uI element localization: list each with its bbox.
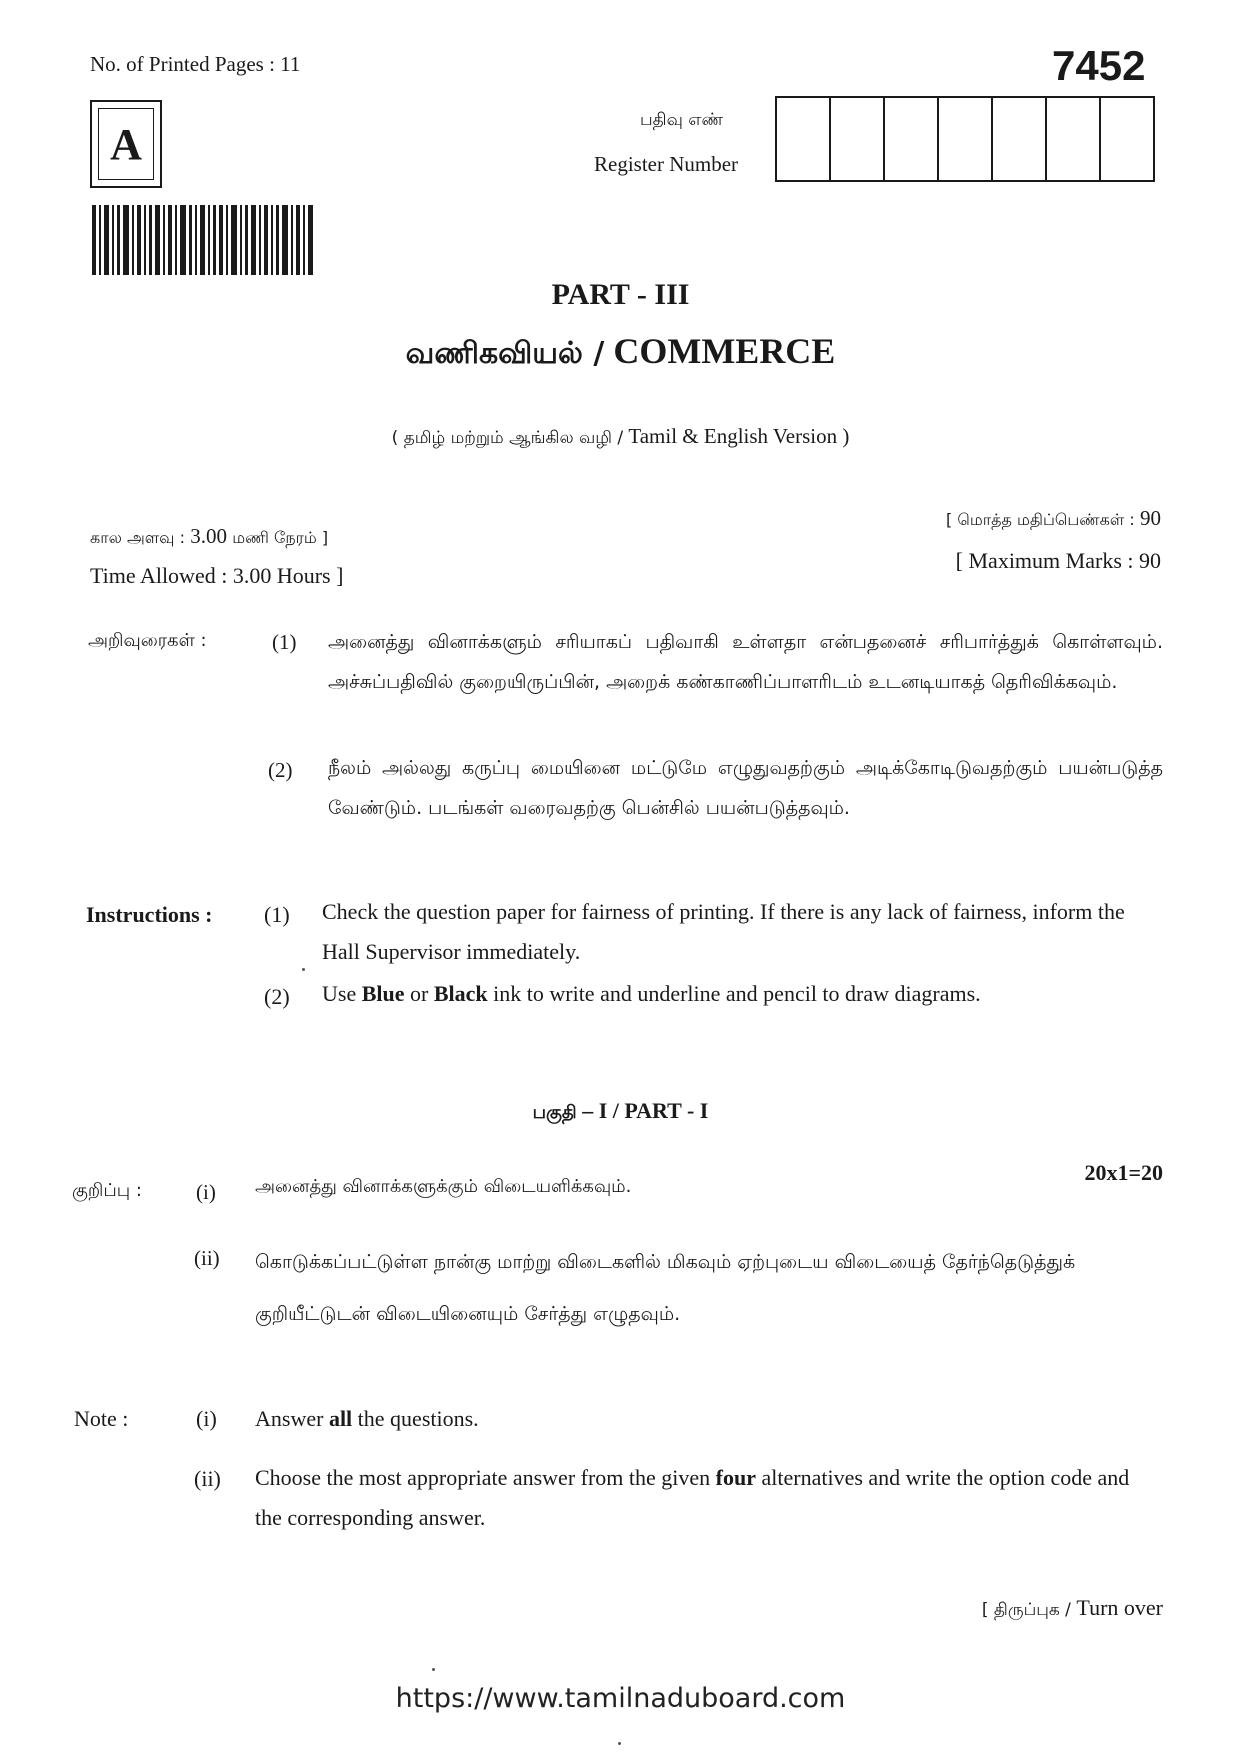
marks-tamil-label: [ மொத்த மதிப்பெண்கள் : xyxy=(946,510,1135,529)
instruction-tamil-text: நீலம் அல்லது கருப்பு மையினை மட்டுமே எழுதுவதற்கும் அடிக்கோடிடுவதற்கும் பயன்படுத்த வேண்டும். படங்கள் வரைவதற்கு பென்சில் பயன்படுத்தவும். xyxy=(328,757,1163,819)
register-number-label: Register Number xyxy=(594,152,739,176)
marks-tamil-value: 90 xyxy=(1140,506,1161,530)
print-speck xyxy=(302,968,305,971)
note-emphasis: four xyxy=(715,1465,756,1490)
series-letter: A xyxy=(98,108,154,180)
note-text-part: the questions. xyxy=(352,1406,479,1431)
subject-title-english: COMMERCE xyxy=(613,331,836,371)
register-digit-box xyxy=(1047,98,1101,180)
instruction-text-part: Use xyxy=(322,981,362,1006)
note-text-part: Choose the most appropriate answer from the given xyxy=(255,1465,716,1490)
medium-version-english: Tamil & English Version ) xyxy=(628,424,850,448)
print-speck xyxy=(618,1742,621,1745)
subject-title-tamil: வணிகவியல் / xyxy=(405,336,605,371)
note-label: Note : xyxy=(74,1406,129,1431)
instruction-tamil-number: (2) xyxy=(268,758,293,782)
note-text xyxy=(255,1458,1135,1538)
instruction-number: (2) xyxy=(264,984,290,1009)
note-number: (i) xyxy=(196,1406,217,1431)
instruction-text-part: or xyxy=(404,981,434,1006)
instruction-emphasis: Blue xyxy=(361,981,405,1006)
register-digit-box xyxy=(993,98,1047,180)
medium-version xyxy=(0,424,1241,450)
maximum-marks-tamil xyxy=(946,506,1161,531)
time-tamil-label: கால அளவு : xyxy=(90,528,185,547)
register-digit-box xyxy=(885,98,939,180)
register-number-label-tamil: பதிவு எண் xyxy=(640,110,724,130)
instruction-text xyxy=(322,974,1167,1014)
note-emphasis: all xyxy=(328,1406,353,1431)
instruction-emphasis: Black xyxy=(433,981,488,1006)
part-one-heading-english: – I / PART - I xyxy=(582,1098,709,1123)
register-digit-box xyxy=(939,98,993,180)
time-tamil-value: 3.00 xyxy=(190,524,227,548)
turn-over-note xyxy=(982,1595,1163,1622)
note-tamil-text: அனைத்து வினாக்களுக்கும் விடையளிக்கவும். xyxy=(255,1176,632,1197)
note-tamil-number: (i) xyxy=(196,1180,216,1204)
barcode-image xyxy=(92,205,314,275)
note-tamil-number: (ii) xyxy=(194,1246,220,1270)
instruction-number: (1) xyxy=(264,902,290,927)
turn-over-english: Turn over xyxy=(1076,1595,1163,1620)
website-link[interactable]: https://www.tamilnaduboard.com xyxy=(395,1683,846,1714)
part-one-heading-tamil: பகுதி xyxy=(532,1102,577,1123)
turn-over-tamil: [ திருப்புக / xyxy=(981,1600,1071,1620)
register-digit-box xyxy=(777,98,831,180)
medium-version-tamil: ( தமிழ் மற்றும் ஆங்கில வழி / xyxy=(391,428,624,448)
note-number: (ii) xyxy=(194,1466,221,1491)
note-tamil-text: கொடுக்கப்பட்டுள்ள நான்கு மாற்று விடைகளில் மிகவும் ஏற்புடைய விடையைத் தேர்ந்தெடுத்துக் குறியீட்டுடன் விடையினையும் சேர்த்து எழுதவும். xyxy=(255,1251,1076,1325)
note-text-part: alternatives and write the option code and the corresponding answer. xyxy=(255,1465,1130,1530)
note-text-part: Answer xyxy=(255,1406,329,1431)
series-box xyxy=(90,100,162,188)
instructions-tamil-label: அறிவுரைகள் : xyxy=(88,630,207,651)
time-allowed-tamil xyxy=(90,524,328,549)
register-digit-box xyxy=(1101,98,1153,180)
note-text xyxy=(255,1406,479,1432)
print-speck xyxy=(432,1668,435,1671)
time-allowed: Time Allowed : 3.00 Hours ] xyxy=(90,563,344,588)
time-tamil-unit: மணி நேரம் ] xyxy=(232,528,329,547)
part-one-marks: 20x1=20 xyxy=(1084,1160,1163,1185)
subject-title xyxy=(0,330,1241,375)
part-one-heading xyxy=(0,1098,1241,1125)
part-heading: PART - III xyxy=(551,278,690,311)
instruction-text-part: ink to write and underline and pencil to draw diagrams. xyxy=(487,981,981,1006)
note-tamil-label: குறிப்பு : xyxy=(72,1180,142,1201)
paper-code-number: 7452 xyxy=(1052,42,1146,89)
register-digit-box xyxy=(831,98,885,180)
instruction-tamil-text: அனைத்து வினாக்களும் சரியாகப் பதிவாகி உள்ளதா என்பதனைச் சரிபார்த்துக் கொள்ளவும். அச்சுப்பதிவில் குறையிருப்பின், அறைக் கண்காணிப்பாளரிடம் உடனடியாகத் தெரிவிக்கவும். xyxy=(328,631,1163,693)
maximum-marks: [ Maximum Marks : 90 xyxy=(955,548,1161,573)
instruction-tamil-number: (1) xyxy=(272,630,297,654)
register-number-boxes xyxy=(775,96,1155,182)
instructions-label: Instructions : xyxy=(86,902,213,927)
instruction-text: Check the question paper for fairness of printing. If there is any lack of fairness, inform the Hall Supervisor immediately. xyxy=(322,899,1125,964)
printed-pages-count: No. of Printed Pages : 11 xyxy=(90,52,301,76)
